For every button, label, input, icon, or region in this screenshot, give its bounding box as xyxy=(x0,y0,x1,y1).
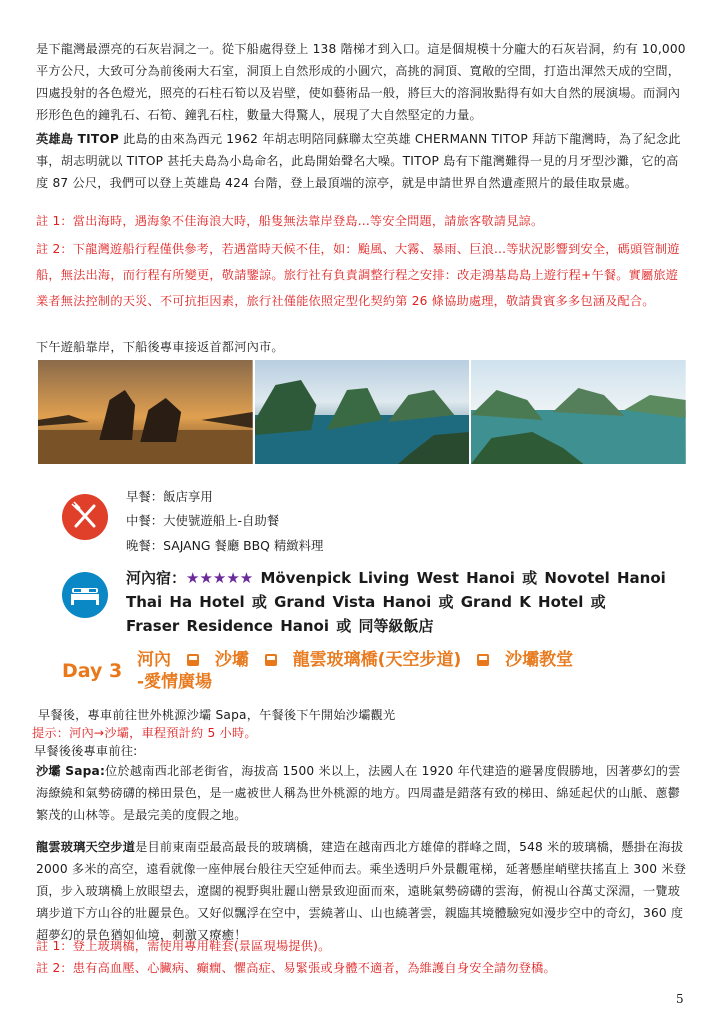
route-stop: 龍雲玻璃橋(天空步道) xyxy=(292,650,462,670)
route-stop: 沙壩 xyxy=(214,650,249,670)
day3-line1: 早餐後，專車前往世外桃源沙壩 Sapa，午餐後下午開始沙壩觀光 xyxy=(38,708,396,722)
hotel-prefix: 河內宿： xyxy=(126,569,187,587)
hotel-text: Mövenpick Living West Hanoi 或 Novotel Hanoi Thai Ha Hotel 或 Grand Vista Hanoi 或 Grand K Hotel 或 Fraser Residence Hanoi 或 同等級飯店 xyxy=(126,569,666,635)
bridge-label: 龍雲玻璃天空步道 xyxy=(36,840,136,854)
route-stop: -愛情廣場 xyxy=(137,672,213,692)
meal-breakfast: 早餐：飯店享用 xyxy=(126,489,213,504)
halong-bay-photo xyxy=(255,360,470,464)
sapa-label: 沙壩 Sapa: xyxy=(36,764,106,778)
note-2: 註 2：下龍灣遊船行程僅供參考，若遇當時天候不佳，如：颱風、大霧、暴雨、巨浪...等狀況影響到安全，碼頭管制遊船，無法出海，而行程有所變更，敬請鑒諒。旅行社有負責調整行程之安排：改走鴻基島島上遊行程+午餐。實屬旅遊業者無法控制的天災、不可抗拒因素，旅行社僅能依照定型化契約第 26 條協助處理，敬請貴賓多多包涵及配合。 xyxy=(36,242,680,308)
bridge-text: 是目前東南亞最高最長的玻璃橋，建造在越南西北方雄偉的群峰之間，548 米的玻璃橋，懸掛在海拔 2000 多米的高空，遠看就像一座伸展台般往天空延伸而去。乘坐透明戶外景觀電梯，延著懸崖峭壁扶搖直上 300 米登頂，步入玻璃橋上放眼望去，遼闊的視野與壯麗山巒景致迎面而來，遠眺氣勢磅礴的雲海，俯視山谷萬丈深淵，一覽玻璃步道下方山谷的壯麗景色。又好似飄浮在空中，雲繞著山、山也繞著雲，親臨其境體驗宛如漫步空中的奇幻，360 度超夢幻的景色猶如仙境，刺激又療癒！ xyxy=(36,840,687,942)
bay-islands-photo xyxy=(471,360,686,464)
note-1: 註 1：當出海時，遇海象不佳海浪大時，船隻無法靠岸登島...等安全問題，請旅客敬請見諒。 xyxy=(36,214,544,228)
titop-text: 此島的由來為西元 1962 年胡志明陪同蘇聯太空英雄 CHERMANN TITOP 拜訪下龍灣時，為了紀念此事，胡志明就以 TITOP 甚托夫島為小島命名，此島開始聲名大噪。TITOP 島有下龍灣難得一見的月牙型沙灘，它的高度 87 公尺，我們可以登上英雄島 424 台階，登上最頂端的涼亭，就是申請世界自然遺產照片的最佳取景處。 xyxy=(36,132,681,190)
titop-label: 英雄島 TITOP xyxy=(36,132,120,146)
bridge-note-2: 註 2：患有高血壓、心臟病、癲癇、懼高症、易緊張或身體不適者，為維護自身安全請勿登橋。 xyxy=(36,961,556,975)
titop-paragraph xyxy=(36,128,690,194)
bridge-note-1: 註 1：登上玻璃橋，需使用專用鞋套(景區現場提供)。 xyxy=(36,939,331,953)
fork-knife-icon xyxy=(62,494,108,540)
bus-icon xyxy=(477,654,489,666)
day3-line2: 早餐後後專車前往: xyxy=(34,744,138,758)
photo-strip xyxy=(38,360,686,464)
meal-lunch: 中餐：大使號遊船上-自助餐 xyxy=(126,513,280,528)
sunset-rocks-photo xyxy=(38,360,253,464)
page-number: 5 xyxy=(676,992,684,1006)
hotel-stars: ★★★★★ xyxy=(186,569,254,587)
day-label: Day 3 xyxy=(62,660,123,682)
bridge-paragraph xyxy=(36,836,690,946)
bus-icon xyxy=(187,654,199,666)
sapa-text: 位於越南西北部老街省，海拔高 1500 米以上，法國人在 1920 年代建造的避暑度假勝地，因著夢幻的雲海繚繞和氣勢磅礴的梯田景色，是一處被世人稱為世外桃源的地方。四周盡是錯落有致的梯田、綿延起伏的山脈、蔥鬱繁茂的山林等。是最完美的度假之地。 xyxy=(36,764,681,822)
bed-icon xyxy=(62,572,108,618)
meal-dinner: 晚餐：SAJANG 餐廳 BBQ 精緻料理 xyxy=(126,538,324,553)
day3-hint: 提示：河內→沙壩，車程預計約 5 小時。 xyxy=(32,726,257,740)
afternoon-text: 下午遊船靠岸，下船後專車接返首都河內市。 xyxy=(36,340,284,354)
bus-icon xyxy=(265,654,277,666)
route-stop: 河內 xyxy=(137,650,171,670)
sapa-paragraph xyxy=(36,760,690,826)
route-stop: 沙壩教堂 xyxy=(505,650,574,670)
day-route xyxy=(137,649,667,693)
hotel-info xyxy=(126,566,666,638)
intro-paragraph: 是下龍灣最漂亮的石灰岩洞之一。從下船處得登上 138 階梯才到入口。這是個規模十分龐大的石灰岩洞，約有 10,000 平方公尺，大致可分為前後兩大石室，洞頂上自然形成的小圓穴，高挑的洞頂、寬敞的空間，打造出渾然天成的空間，四處投射的各色燈光，照亮的石柱石筍以及岩壁，使如藝術品一般，將巨大的溶洞妝點得有如大自然的展演場。而洞內形形色色的鐘乳石、石筍、鐘乳石柱，數量大得驚人，展現了大自然堅定的力量。 xyxy=(36,42,686,122)
